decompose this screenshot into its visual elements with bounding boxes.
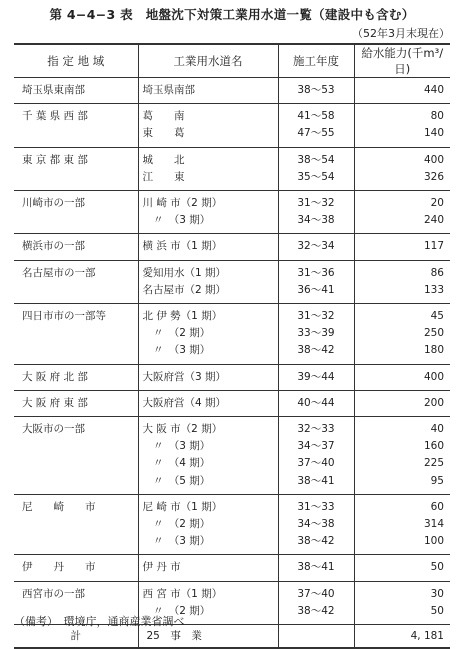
period-cell: 37〜40 <box>278 455 354 472</box>
name-cell: 川 崎 市（2 期） <box>138 191 278 213</box>
period-cell: 40〜44 <box>278 390 354 416</box>
period-cell: 32〜33 <box>278 417 354 439</box>
area-cell <box>14 125 138 147</box>
table-row <box>14 364 450 390</box>
name-cell: 〃 （2 期） <box>138 516 278 533</box>
capacity-cell: 250 <box>354 325 450 342</box>
table-row <box>14 147 450 169</box>
total-count: 25 事 業 <box>138 625 278 649</box>
header-capacity: 給水能力(千m³/日) <box>354 44 450 78</box>
area-cell <box>14 282 138 304</box>
name-cell: 名古屋市（2 期） <box>138 282 278 304</box>
capacity-cell: 140 <box>354 125 450 147</box>
name-cell: 〃 （3 期） <box>138 212 278 234</box>
capacity-cell: 95 <box>354 473 450 495</box>
name-cell: 江 東 <box>138 169 278 191</box>
table-row <box>14 438 450 455</box>
name-cell: 愛知用水（1 期） <box>138 260 278 282</box>
capacity-cell: 400 <box>354 364 450 390</box>
capacity-cell: 40 <box>354 417 450 439</box>
capacity-cell: 117 <box>354 234 450 260</box>
capacity-cell: 400 <box>354 147 450 169</box>
area-cell <box>14 438 138 455</box>
period-cell: 34〜38 <box>278 516 354 533</box>
capacity-cell: 100 <box>354 533 450 555</box>
table-row <box>14 169 450 191</box>
area-cell: 名古屋市の一部 <box>22 266 96 279</box>
period-cell: 38〜54 <box>278 147 354 169</box>
capacity-cell: 326 <box>354 169 450 191</box>
name-cell: 西 宮 市（1 期） <box>138 581 278 603</box>
table-row <box>14 455 450 472</box>
area-cell: 西宮市の一部 <box>22 587 85 600</box>
area-cell <box>14 516 138 533</box>
name-cell: 伊 丹 市 <box>138 555 278 581</box>
period-cell: 37〜40 <box>278 581 354 603</box>
table-row <box>14 581 450 603</box>
capacity-cell: 60 <box>354 494 450 516</box>
name-cell: 尼 崎 市（1 期） <box>138 494 278 516</box>
capacity-cell: 200 <box>354 390 450 416</box>
capacity-cell: 240 <box>354 212 450 234</box>
period-cell: 31〜32 <box>278 304 354 326</box>
table-body <box>14 78 450 649</box>
table-row <box>14 125 450 147</box>
area-cell: 大 阪 府 北 部 <box>14 364 138 390</box>
table-row <box>14 78 450 104</box>
total-period-empty <box>278 625 354 649</box>
period-cell: 38〜53 <box>278 78 354 104</box>
period-cell: 35〜54 <box>278 169 354 191</box>
period-cell: 38〜41 <box>278 555 354 581</box>
area-cell: 大阪市の一部 <box>22 423 85 436</box>
name-cell: 〃 （3 期） <box>138 438 278 455</box>
total-label: 計 <box>14 625 138 649</box>
source-note: （備考） 環境庁，通商産業省調べ <box>14 615 185 628</box>
area-cell: 横浜市の一部 <box>14 234 138 260</box>
table-row <box>14 234 450 260</box>
water-supply-table <box>14 43 450 649</box>
table-row <box>14 104 450 126</box>
capacity-cell: 45 <box>354 304 450 326</box>
table-row <box>14 282 450 304</box>
total-capacity: 4, 181 <box>354 625 450 649</box>
area-cell: 伊 丹 市 <box>14 555 138 581</box>
table-row <box>14 555 450 581</box>
name-cell: 〃 （3 期） <box>138 533 278 555</box>
name-cell: 横 浜 市（1 期） <box>138 234 278 260</box>
capacity-cell: 86 <box>354 260 450 282</box>
period-cell: 47〜55 <box>278 125 354 147</box>
area-cell <box>14 169 138 191</box>
capacity-cell: 80 <box>354 104 450 126</box>
area-cell <box>14 342 138 364</box>
area-cell: 川崎市の一部 <box>22 197 85 210</box>
table-row <box>14 325 450 342</box>
name-cell: 城 北 <box>138 147 278 169</box>
capacity-cell: 314 <box>354 516 450 533</box>
capacity-cell: 133 <box>354 282 450 304</box>
table-row <box>14 342 450 364</box>
table-row <box>14 533 450 555</box>
period-cell: 38〜41 <box>278 473 354 495</box>
period-cell: 31〜33 <box>278 494 354 516</box>
table-row <box>14 390 450 416</box>
name-cell: 葛 南 <box>138 104 278 126</box>
period-cell: 38〜42 <box>278 603 354 625</box>
area-cell: 千 葉 県 西 部 <box>22 110 88 123</box>
area-cell <box>14 473 138 495</box>
area-cell: 東 京 都 東 部 <box>22 153 88 166</box>
name-cell: 〃 （2 期） <box>138 603 278 625</box>
name-cell: 大阪府営（4 期） <box>138 390 278 416</box>
name-cell: 〃 （2 期） <box>138 325 278 342</box>
capacity-cell: 180 <box>354 342 450 364</box>
capacity-cell: 50 <box>354 555 450 581</box>
period-cell: 33〜39 <box>278 325 354 342</box>
area-cell <box>14 533 138 555</box>
table-row <box>14 417 450 439</box>
capacity-cell: 160 <box>354 438 450 455</box>
name-cell: 〃 （3 期） <box>138 342 278 364</box>
period-cell: 38〜42 <box>278 533 354 555</box>
header-area: 指 定 地 域 <box>14 44 138 78</box>
name-cell: 北 伊 勢（1 期） <box>138 304 278 326</box>
name-cell: 埼玉県南部 <box>138 78 278 104</box>
capacity-cell: 30 <box>354 581 450 603</box>
capacity-cell: 20 <box>354 191 450 213</box>
table-row <box>14 260 450 282</box>
period-cell: 36〜41 <box>278 282 354 304</box>
capacity-cell: 440 <box>354 78 450 104</box>
capacity-cell: 50 <box>354 603 450 625</box>
table-row <box>14 473 450 495</box>
area-cell: 埼玉県東南部 <box>14 78 138 104</box>
table-row <box>14 191 450 213</box>
period-cell: 41〜58 <box>278 104 354 126</box>
period-cell: 31〜32 <box>278 191 354 213</box>
area-cell: 四日市市の一部等 <box>22 310 106 323</box>
period-cell: 39〜44 <box>278 364 354 390</box>
name-cell: 大阪府営（3 期） <box>138 364 278 390</box>
area-cell <box>14 455 138 472</box>
table-row <box>14 212 450 234</box>
name-cell: 大 阪 市（2 期） <box>138 417 278 439</box>
name-cell: 〃 （4 期） <box>138 455 278 472</box>
header-row <box>14 44 450 78</box>
table-row <box>14 494 450 516</box>
table-title: 第 4−4−3 表 地盤沈下対策工業用水道一覧（建設中も含む） <box>49 7 415 22</box>
table-row <box>14 516 450 533</box>
table-row <box>14 304 450 326</box>
as-of-date: （52年3月末現在） <box>352 27 450 40</box>
period-cell: 38〜42 <box>278 342 354 364</box>
area-cell <box>14 212 138 234</box>
period-cell: 31〜36 <box>278 260 354 282</box>
period-cell: 34〜38 <box>278 212 354 234</box>
header-period: 施工年度 <box>278 44 354 78</box>
name-cell: 東 葛 <box>138 125 278 147</box>
period-cell: 34〜37 <box>278 438 354 455</box>
header-name: 工業用水道名 <box>138 44 278 78</box>
period-cell: 32〜34 <box>278 234 354 260</box>
area-cell: 大 阪 府 東 部 <box>14 390 138 416</box>
area-cell <box>14 325 138 342</box>
area-cell: 尼 崎 市 <box>22 500 96 513</box>
name-cell: 〃 （5 期） <box>138 473 278 495</box>
capacity-cell: 225 <box>354 455 450 472</box>
